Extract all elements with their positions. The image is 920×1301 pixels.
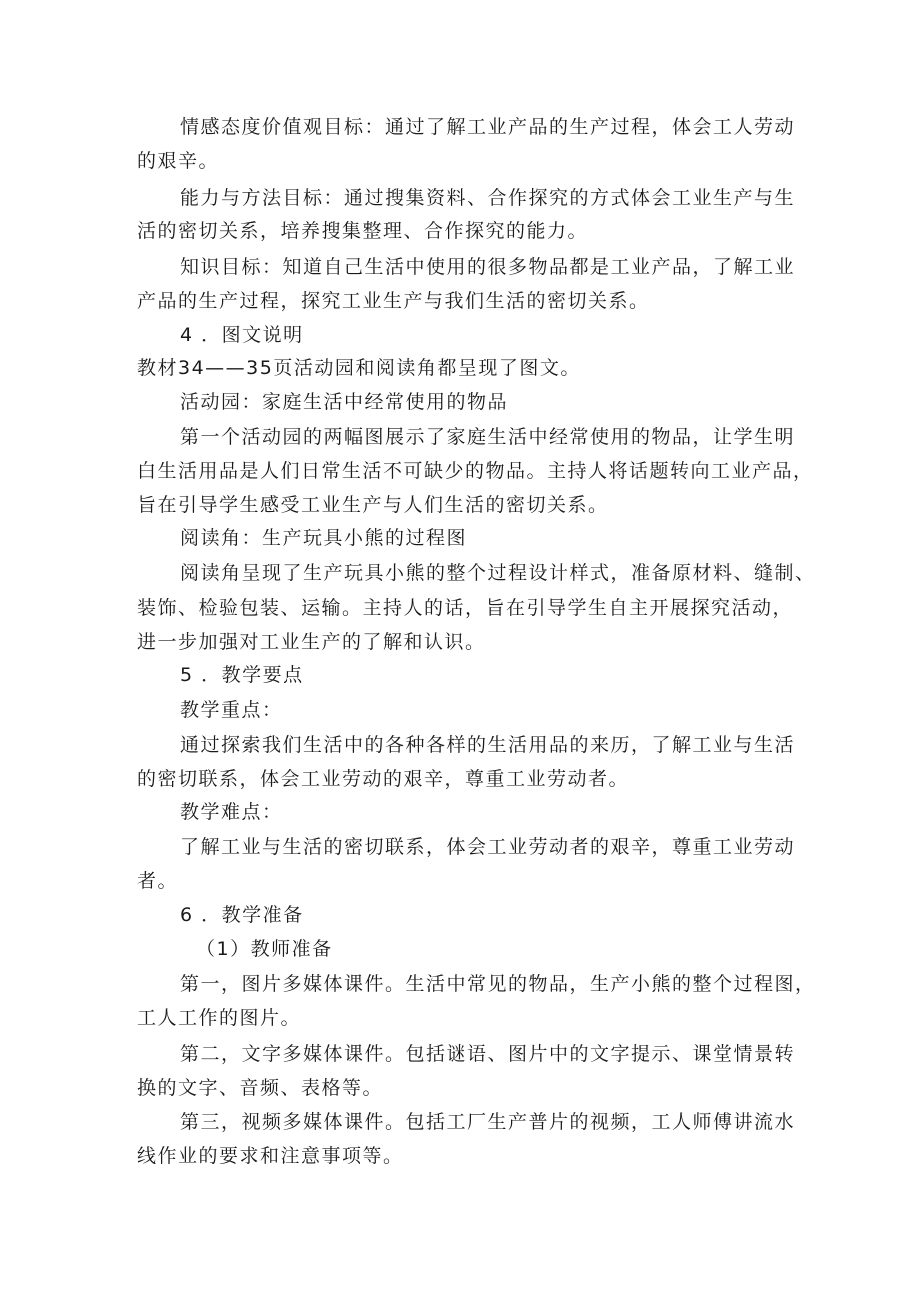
paragraph-second: 第二，文字多媒体课件。包括谜语、图片中的文字提示、课堂情景转 (180, 1043, 796, 1065)
paragraph-difficulty: 了解工业与生活的密切联系，体会工业劳动者的艰辛，尊重工业劳动 (180, 836, 796, 858)
paragraph-second-cont: 换的文字、音频、表格等。 (137, 1077, 384, 1099)
subheading-activity: 活动园：家庭生活中经常使用的物品 (180, 391, 509, 413)
paragraph-focus-cont: 的密切联系，体会工业劳动的艰辛，尊重工业劳动者。 (137, 768, 630, 790)
subheading-difficulty: 教学难点： (180, 801, 283, 823)
subheading-reading: 阅读角：生产玩具小熊的过程图 (180, 527, 468, 549)
paragraph-reading-cont2: 进一步加强对工业生产的了解和认识。 (137, 631, 486, 653)
subheading-teacher-prep: （1）教师准备 (196, 938, 333, 960)
paragraph-emotion-goal-cont: 的艰辛。 (137, 150, 220, 172)
section-heading-4: 4 ．图文说明 (180, 324, 304, 346)
section-heading-6: 6 ．教学准备 (180, 904, 304, 926)
paragraph-knowledge-goal: 知识目标：知道自己生活中使用的很多物品都是工业产品，了解工业 (180, 256, 796, 278)
paragraph-first: 第一，图片多媒体课件。生活中常见的物品，生产小熊的整个过程图， (180, 973, 816, 995)
paragraph-activity-cont: 白生活用品是人们日常生活不可缺少的物品。主持人将话题转向工业产品， (137, 460, 814, 482)
paragraph-first-cont: 工人工作的图片。 (137, 1007, 302, 1029)
paragraph-knowledge-goal-cont: 产品的生产过程，探究工业生产与我们生活的密切关系。 (137, 290, 650, 312)
paragraph-reading-cont: 装饰、检验包装、运输。主持人的话，旨在引导学生自主开展探究活动， (137, 597, 794, 619)
paragraph-activity: 第一个活动园的两幅图展示了家庭生活中经常使用的物品，让学生明 (180, 426, 796, 448)
paragraph-textbook: 教材34——35页活动园和阅读角都呈现了图文。 (137, 357, 581, 379)
paragraph-focus: 通过探索我们生活中的各种各样的生活用品的来历，了解工业与生活 (180, 734, 796, 756)
section-heading-5: 5 ．教学要点 (180, 664, 304, 686)
paragraph-reading: 阅读角呈现了生产玩具小熊的整个过程设计样式，准备原材料、缝制、 (180, 562, 816, 584)
paragraph-ability-goal: 能力与方法目标：通过搜集资料、合作探究的方式体会工业生产与生 (180, 187, 796, 209)
paragraph-difficulty-cont: 者。 (137, 870, 179, 892)
subheading-focus: 教学重点： (180, 699, 283, 721)
paragraph-activity-cont2: 旨在引导学生感受工业生产与人们生活的密切关系。 (137, 494, 609, 516)
paragraph-third: 第三，视频多媒体课件。包括工厂生产普片的视频，工人师傅讲流水 (180, 1111, 796, 1133)
paragraph-ability-goal-cont: 活的密切关系，培养搜集整理、合作探究的能力。 (137, 220, 589, 242)
paragraph-emotion-goal: 情感态度价值观目标：通过了解工业产品的生产过程，体会工人劳动 (180, 116, 796, 138)
paragraph-third-cont: 线作业的要求和注意事项等。 (137, 1145, 404, 1167)
